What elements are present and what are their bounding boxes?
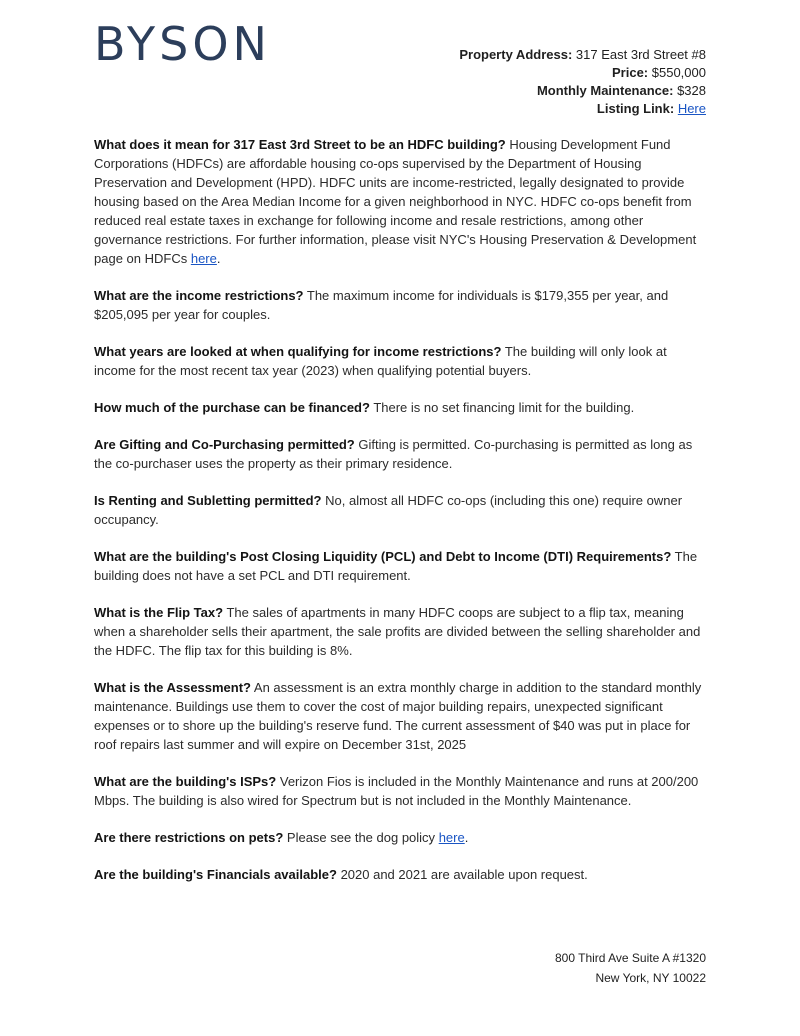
faq-answer: The building does not have a set PCL and DTI requirement. bbox=[94, 549, 698, 583]
faq-answer: The sales of apartments in many HDFC coops are subject to a flip tax, meaning when a shareholder sells their apartment, the sale profits are divided between the selling shareholder and the HDFC. The flip tax for this building is 8%. bbox=[94, 605, 701, 658]
listing-link[interactable]: Here bbox=[677, 101, 706, 116]
faq-answer: Gifting is permitted. Co-purchasing is permitted as long as the co-purchaser uses the property as their primary residence. bbox=[94, 437, 693, 471]
office-address bbox=[555, 948, 706, 988]
faq-item-flip-tax bbox=[94, 603, 710, 660]
faq-question: What are the income restrictions? bbox=[94, 288, 304, 303]
faq-item-income-years bbox=[94, 342, 710, 380]
price-line bbox=[459, 64, 706, 82]
faq-answer: 2020 and 2021 are available upon request. bbox=[340, 867, 588, 882]
faq-answer: There is no set financing limit for the building. bbox=[373, 400, 635, 415]
property-address-value: 317 East 3rd Street #8 bbox=[575, 47, 706, 62]
faq-item-isps bbox=[94, 772, 710, 810]
faq-question: What are the building's Post Closing Liquidity (PCL) and Debt to Income (DTI) Requirements? bbox=[94, 549, 672, 564]
faq-section bbox=[94, 135, 710, 884]
faq-question: What is the Flip Tax? bbox=[94, 605, 224, 620]
faq-item-financials bbox=[94, 865, 710, 884]
faq-answer: Housing Development Fund Corporations (HDFCs) are affordable housing co-ops supervised by the Department of Housing Preservation and Development (HPD). HDFC units are income-restricted, legally designated to provide housing based on the Area Median Income for a given neighborhood in NYC. HDFC co-ops benefit from reduced real estate taxes in exchange for following income and resale restrictions, among other governance restrictions. For further information, please visit NYC's Housing Preservation & Development page on HDFCs bbox=[94, 137, 697, 266]
maintenance-line bbox=[459, 82, 706, 100]
faq-answer: An assessment is an extra monthly charge in addition to the standard monthly maintenance. Buildings use them to cover the cost of major building repairs, unexpected significant expenses or to shore up the building's reserve fund. The current assessment of $40 was put in place for roof repairs last summer and will expire on December 31st, 2025 bbox=[94, 680, 702, 752]
faq-question: What is the Assessment? bbox=[94, 680, 252, 695]
property-address-label: Property Address: bbox=[459, 47, 573, 62]
faq-item-pcl-dti bbox=[94, 547, 710, 585]
faq-question: What does it mean for 317 East 3rd Street to be an HDFC building? bbox=[94, 137, 506, 152]
address-line-2: New York, NY 10022 bbox=[595, 971, 706, 985]
faq-answer-suffix: . bbox=[464, 830, 469, 845]
price-label: Price: bbox=[612, 65, 649, 80]
faq-item-renting bbox=[94, 491, 710, 529]
faq-question: What are the building's ISPs? bbox=[94, 774, 277, 789]
faq-answer: Verizon Fios is included in the Monthly Maintenance and runs at 200/200 Mbps. The building is also wired for Spectrum but is not included in the Monthly Maintenance. bbox=[94, 774, 699, 808]
faq-answer: The building will only look at income for the most recent tax year (2023) when qualifying potential buyers. bbox=[94, 344, 667, 378]
faq-question: Are the building's Financials available? bbox=[94, 867, 337, 882]
hdfc-info-link[interactable]: here bbox=[190, 251, 217, 266]
maintenance-value: $328 bbox=[677, 83, 706, 98]
faq-question: How much of the purchase can be financed? bbox=[94, 400, 370, 415]
property-summary bbox=[459, 46, 706, 118]
faq-answer: No, almost all HDFC co-ops (including this one) require owner occupancy. bbox=[94, 493, 683, 527]
property-address-line bbox=[459, 46, 706, 64]
byson-logo: BYSON bbox=[94, 17, 271, 71]
faq-answer-suffix: . bbox=[216, 251, 221, 266]
address-line-1: 800 Third Ave Suite A #1320 bbox=[554, 951, 706, 965]
faq-answer: The maximum income for individuals is $179,355 per year, and $205,095 per year for couples. bbox=[94, 288, 669, 322]
faq-item-financing bbox=[94, 398, 710, 417]
faq-item-gifting bbox=[94, 435, 710, 473]
price-value: $550,000 bbox=[651, 65, 706, 80]
listing-link-line bbox=[459, 100, 706, 118]
faq-question: Are there restrictions on pets? bbox=[94, 830, 284, 845]
faq-item-pets bbox=[94, 828, 710, 847]
faq-item-assessment bbox=[94, 678, 710, 754]
faq-answer: Please see the dog policy bbox=[286, 830, 436, 845]
dog-policy-link[interactable]: here bbox=[438, 830, 465, 845]
listing-link-label: Listing Link: bbox=[596, 101, 675, 116]
faq-question: Are Gifting and Co-Purchasing permitted? bbox=[94, 437, 355, 452]
faq-item-hdfc bbox=[94, 135, 710, 268]
faq-question: Is Renting and Subletting permitted? bbox=[94, 493, 322, 508]
faq-question: What years are looked at when qualifying for income restrictions? bbox=[94, 344, 502, 359]
maintenance-label: Monthly Maintenance: bbox=[536, 83, 674, 98]
faq-item-income bbox=[94, 286, 710, 324]
